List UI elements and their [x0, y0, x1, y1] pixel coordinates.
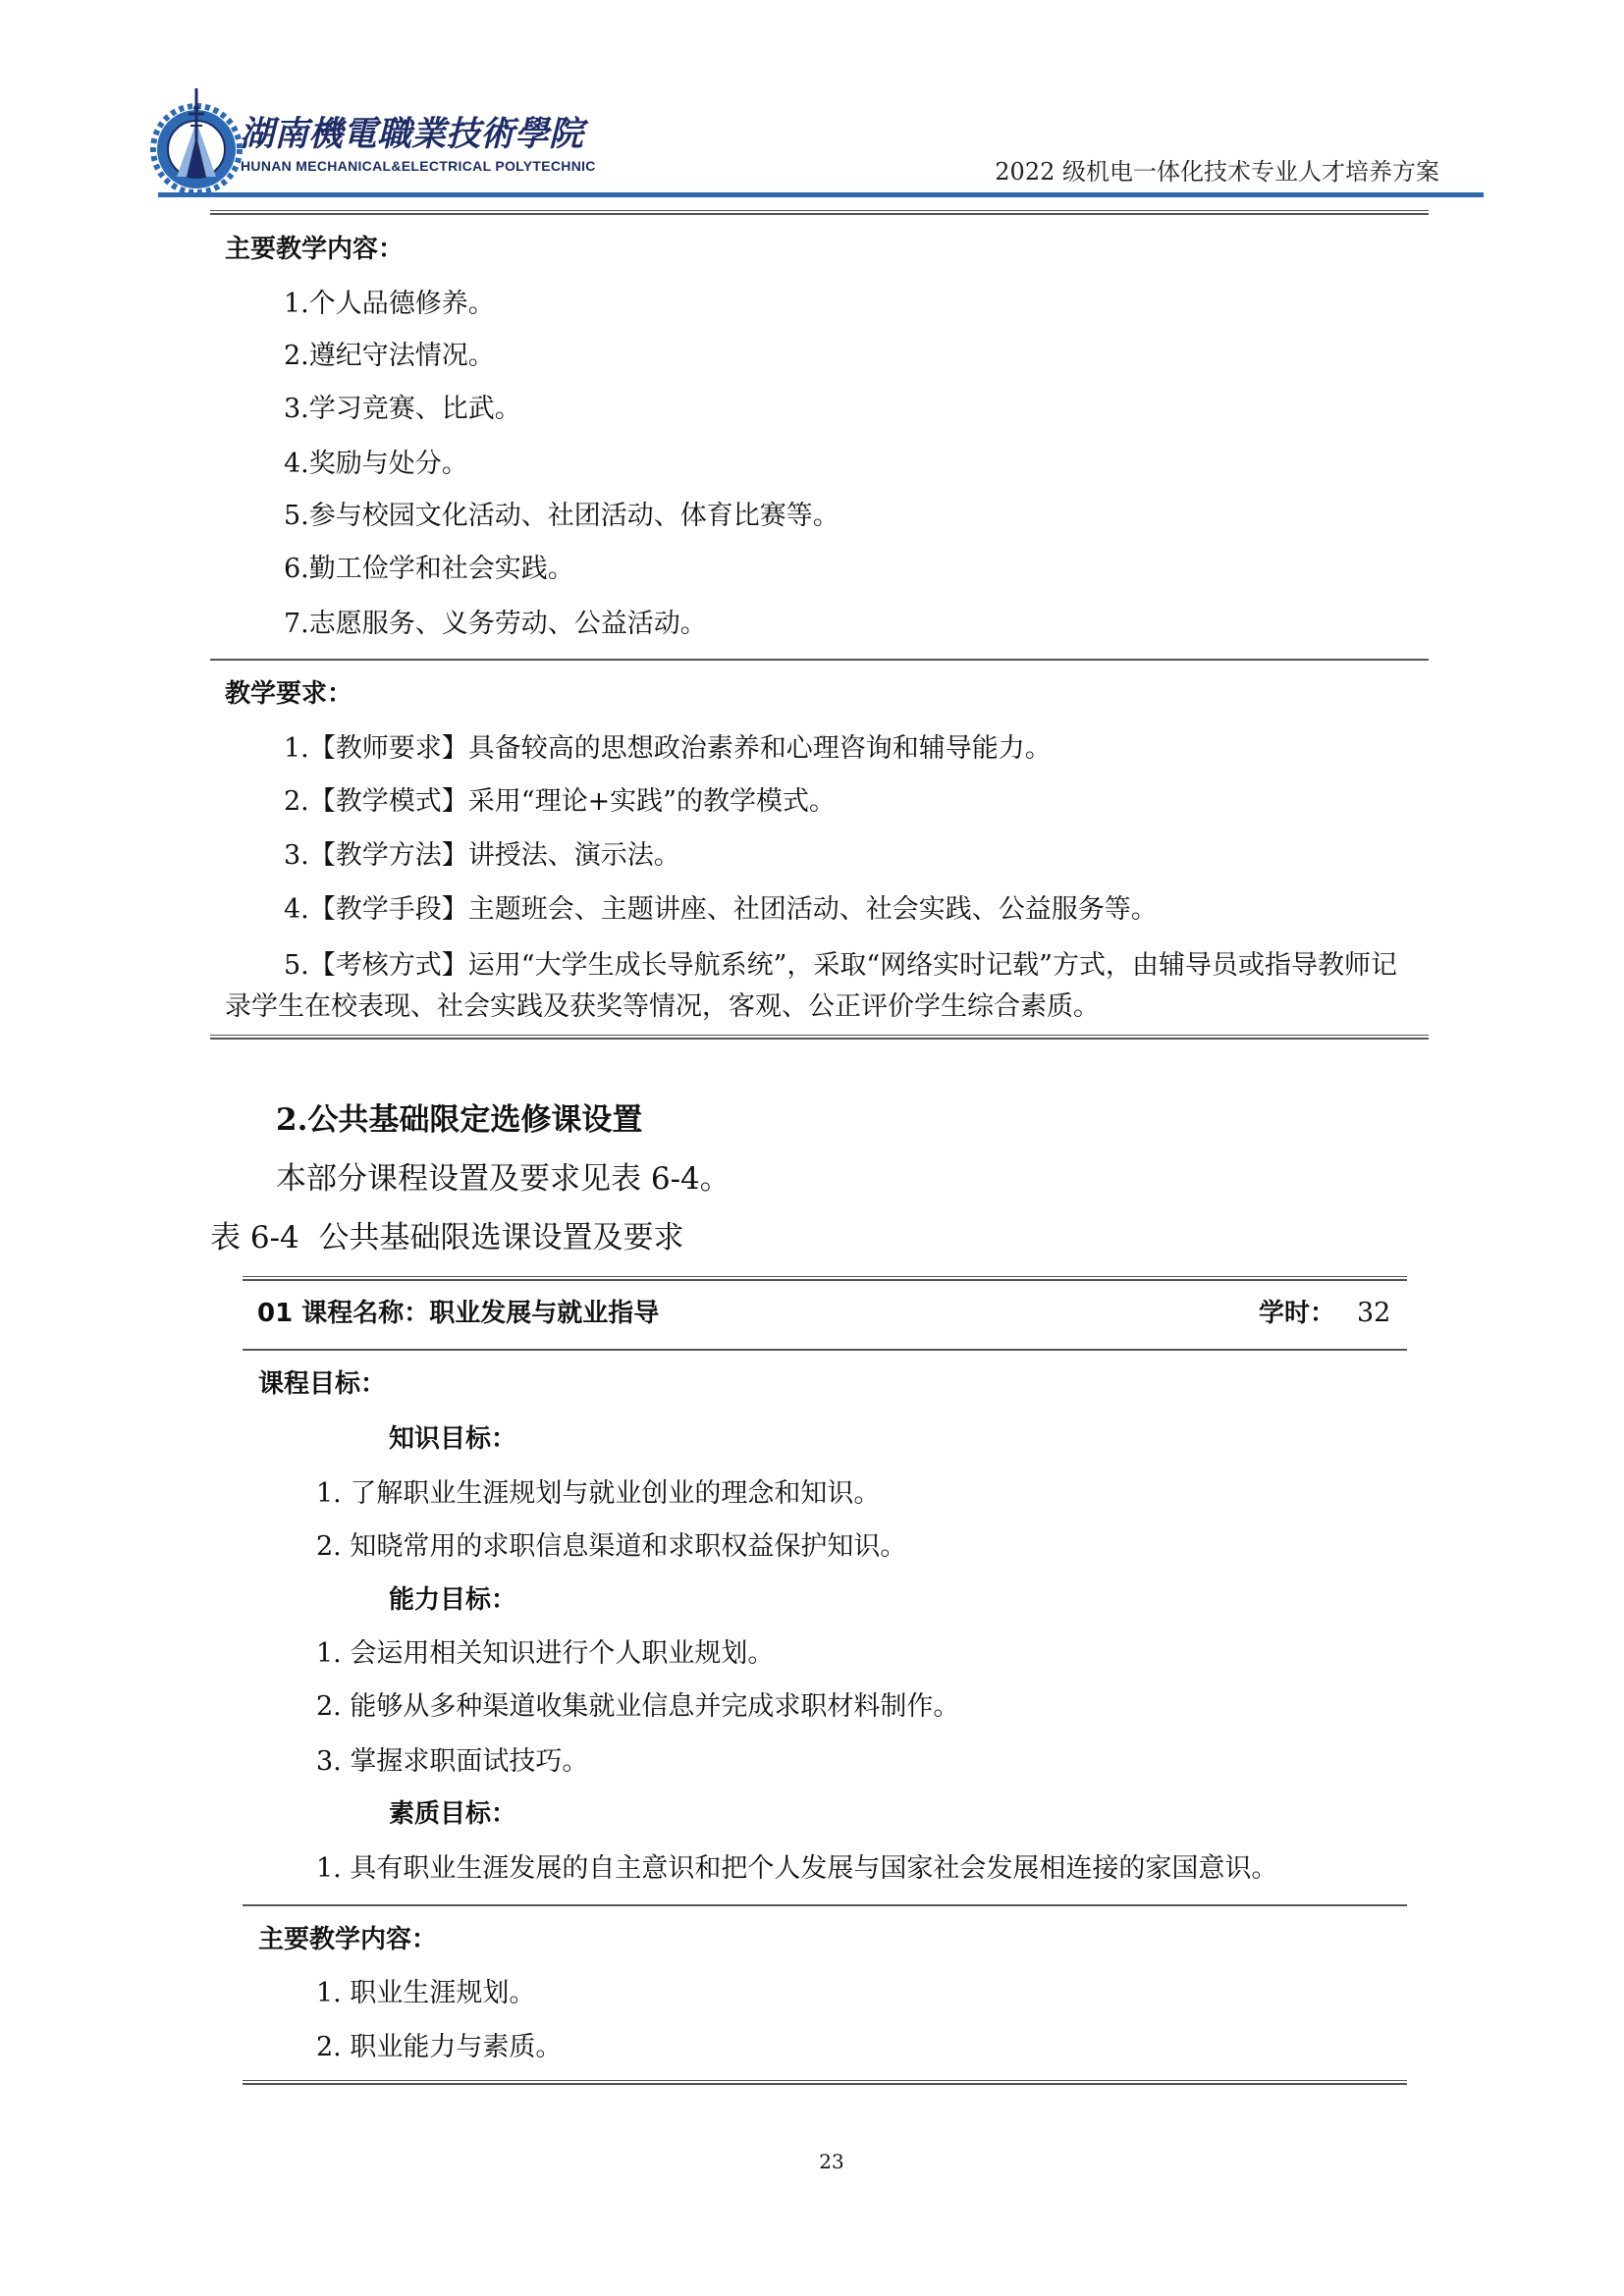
knowledge-item: 1. 了解职业生涯规划与就业创业的理念和知识。 — [316, 1478, 881, 1509]
course-table-divider — [243, 1904, 1407, 1906]
knowledge-label: 知识目标： — [389, 1424, 517, 1454]
table-caption: 表 6-4 公共基础限选课设置及要求 — [210, 1220, 684, 1255]
content-label: 主要教学内容： — [225, 235, 405, 264]
ability-item: 1. 会运用相关知识进行个人职业规划。 — [316, 1638, 775, 1669]
course-hours-label: 学时： — [1259, 1299, 1336, 1328]
content-item: 3.学习竞赛、比武。 — [284, 394, 521, 424]
knowledge-item: 2. 知晓常用的求职信息渠道和求职权益保护知识。 — [316, 1531, 907, 1562]
requirement-item: 3.【教学方法】讲授法、演示法。 — [284, 840, 680, 871]
course-table-top-rule — [243, 1276, 1407, 1281]
content-item: 7.志愿服务、义务劳动、公益活动。 — [284, 609, 707, 639]
course-header-divider — [243, 1349, 1407, 1351]
content-item: 6.勤工俭学和社会实践。 — [284, 554, 574, 584]
table-top-rule — [210, 210, 1429, 215]
course-name: 01 课程名称：职业发展与就业指导 — [257, 1299, 660, 1328]
content-item: 4.奖励与处分。 — [284, 449, 468, 479]
content-item: 2.遵纪守法情况。 — [284, 341, 495, 371]
course-content-item: 2. 职业能力与素质。 — [316, 2032, 563, 2062]
ability-item: 2. 能够从多种渠道收集就业信息并完成求职材料制作。 — [316, 1691, 960, 1722]
objectives-label: 课程目标： — [258, 1369, 387, 1399]
requirement-item: 5.【考核方式】运用“大学生成长导航系统”，采取“网络实时记载”方式，由辅导员或指导教师记录学生在校表现、社会实践及获奖等情况，客观、公正评价学生综合素质。 — [225, 950, 1397, 1022]
requirement-item: 4.【教学手段】主题班会、主题讲座、社团活动、社会实践、公益服务等。 — [284, 894, 1158, 925]
document-title: 2022 级机电一体化技术专业人才培养方案 — [995, 158, 1439, 186]
course-hours-value: 32 — [1357, 1298, 1391, 1328]
ability-item: 3. 掌握求职面试技巧。 — [316, 1746, 589, 1777]
quality-item: 1. 具有职业生涯发展的自主意识和把个人发展与国家社会发展相连接的家国意识。 — [316, 1853, 1278, 1884]
quality-label: 素质目标： — [389, 1799, 517, 1829]
table-bottom-rule — [210, 1035, 1429, 1040]
header-rule — [158, 192, 1484, 197]
course-table-bottom-rule — [243, 2080, 1407, 2085]
page-number: 23 — [819, 2150, 844, 2173]
section-intro: 本部分课程设置及要求见表 6-4。 — [276, 1161, 731, 1197]
course-content-item: 1. 职业生涯规划。 — [316, 1978, 536, 2008]
logo-english-name: HUNAN MECHANICAL&ELECTRICAL POLYTECHNIC — [241, 158, 596, 174]
course-content-label: 主要教学内容： — [258, 1925, 438, 1954]
content-item: 5.参与校园文化活动、社团活动、体育比赛等。 — [284, 501, 839, 531]
college-emblem-icon — [147, 84, 245, 192]
requirement-item: 1.【教师要求】具备较高的思想政治素养和心理咨询和辅导能力。 — [284, 733, 1052, 764]
logo-chinese-name: 湖南機電職業技術學院 — [240, 114, 584, 154]
content-item: 1.个人品德修养。 — [284, 289, 495, 319]
table-divider — [210, 659, 1429, 661]
section-heading: 2.公共基础限定选修课设置 — [276, 1102, 643, 1138]
ability-label: 能力目标： — [389, 1585, 517, 1615]
requirement-item: 2.【教学模式】采用“理论+实践”的教学模式。 — [284, 786, 836, 817]
requirements-label: 教学要求： — [225, 679, 353, 709]
